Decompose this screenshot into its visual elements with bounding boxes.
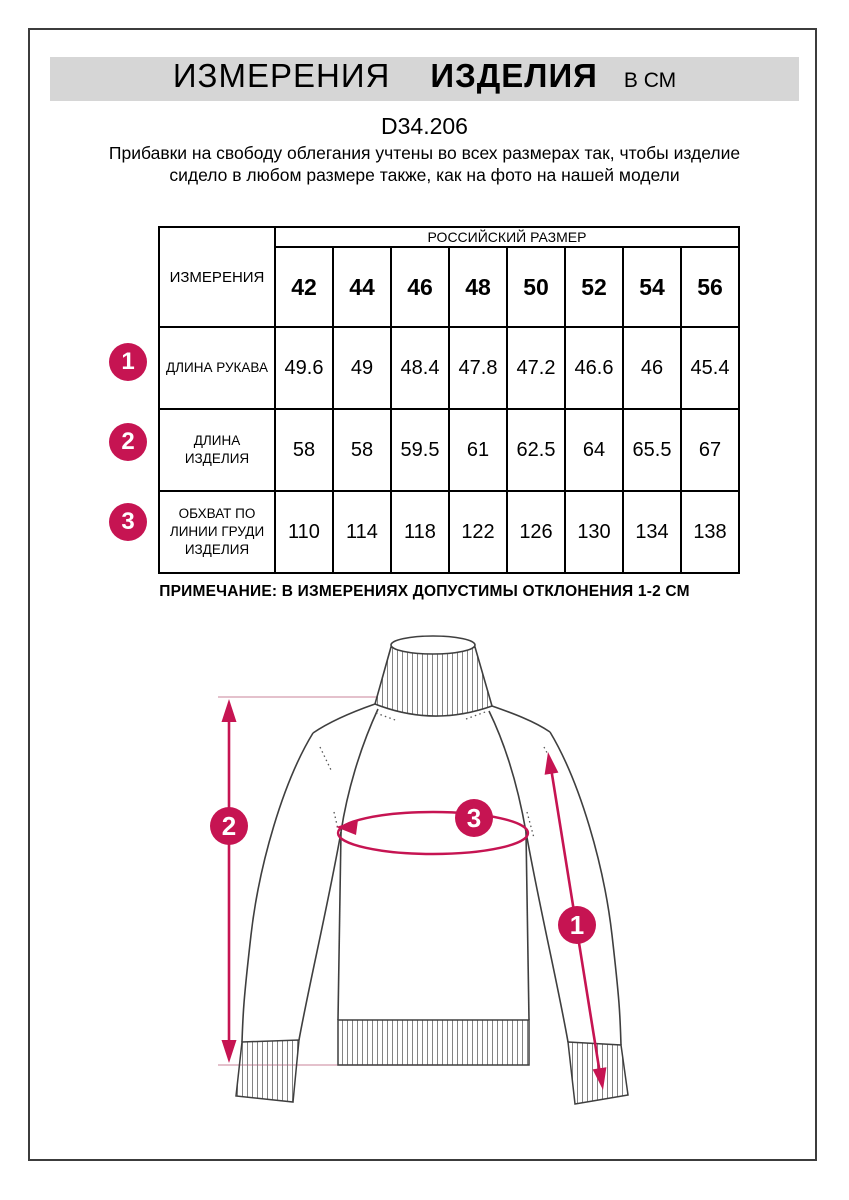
value-cell: 59.5 — [391, 409, 449, 491]
left-cuff — [236, 1040, 299, 1102]
size-cell: 48 — [449, 247, 507, 327]
garment-outline — [236, 636, 628, 1104]
size-cell: 54 — [623, 247, 681, 327]
value-cell: 130 — [565, 491, 623, 573]
fit-description: Прибавки на свободу облегания учтены во всех размерах так, чтобы изделие сидело в любом размере также, как на фото на нашей модели — [108, 143, 741, 186]
value-cell: 46 — [623, 327, 681, 409]
row-marker-2: 2 — [109, 423, 147, 461]
value-cell: 134 — [623, 491, 681, 573]
title-measurements: ИЗМЕРЕНИЯ — [172, 57, 391, 94]
value-cell: 122 — [449, 491, 507, 573]
tolerance-note: ПРИМЕЧАНИЕ: В ИЗМЕРЕНИЯХ ДОПУСТИМЫ ОТКЛОНЕНИЯ 1-2 СМ — [159, 583, 690, 600]
value-cell: 58 — [275, 409, 333, 491]
diagram-marker-1-label: 1 — [569, 910, 585, 940]
hem-ribbing — [338, 1020, 529, 1065]
product-code: D34.206 — [381, 113, 468, 139]
value-cell: 67 — [681, 409, 739, 491]
collar — [375, 647, 492, 716]
row-label: ОБХВАТ ПО ЛИНИИ ГРУДИ ИЗДЕЛИЯ — [159, 491, 275, 573]
value-cell: 46.6 — [565, 327, 623, 409]
diagram-marker-2-label: 2 — [221, 811, 237, 841]
size-cell: 42 — [275, 247, 333, 327]
title-product: ИЗДЕЛИЯ — [430, 57, 598, 94]
row-label: ДЛИНА ИЗДЕЛИЯ — [159, 409, 275, 491]
value-cell: 65.5 — [623, 409, 681, 491]
row-marker-1: 1 — [109, 343, 147, 381]
value-cell: 48.4 — [391, 327, 449, 409]
value-cell: 47.8 — [449, 327, 507, 409]
length-arrow — [222, 699, 237, 1063]
value-cell: 61 — [449, 409, 507, 491]
reference-lines — [218, 697, 440, 1065]
diagram-marker-3-label: 3 — [466, 803, 482, 833]
value-cell: 138 — [681, 491, 739, 573]
value-cell: 118 — [391, 491, 449, 573]
stitch-details — [320, 711, 556, 838]
table-corner-label: ИЗМЕРЕНИЯ — [159, 227, 275, 327]
value-cell: 58 — [333, 409, 391, 491]
value-cell: 49 — [333, 327, 391, 409]
size-cell: 46 — [391, 247, 449, 327]
collar-opening — [391, 636, 475, 654]
table-group-header: РОССИЙСКИЙ РАЗМЕР — [275, 227, 739, 247]
value-cell: 126 — [507, 491, 565, 573]
size-cell: 56 — [681, 247, 739, 327]
value-cell: 110 — [275, 491, 333, 573]
size-cell: 50 — [507, 247, 565, 327]
value-cell: 45.4 — [681, 327, 739, 409]
title-units: В СМ — [623, 69, 677, 92]
value-cell: 114 — [333, 491, 391, 573]
row-label: ДЛИНА РУКАВА — [159, 327, 275, 409]
size-cell: 44 — [333, 247, 391, 327]
value-cell: 62.5 — [507, 409, 565, 491]
row-marker-3: 3 — [109, 503, 147, 541]
value-cell: 47.2 — [507, 327, 565, 409]
size-cell: 52 — [565, 247, 623, 327]
value-cell: 64 — [565, 409, 623, 491]
value-cell: 49.6 — [275, 327, 333, 409]
chest-ellipse — [336, 812, 528, 854]
